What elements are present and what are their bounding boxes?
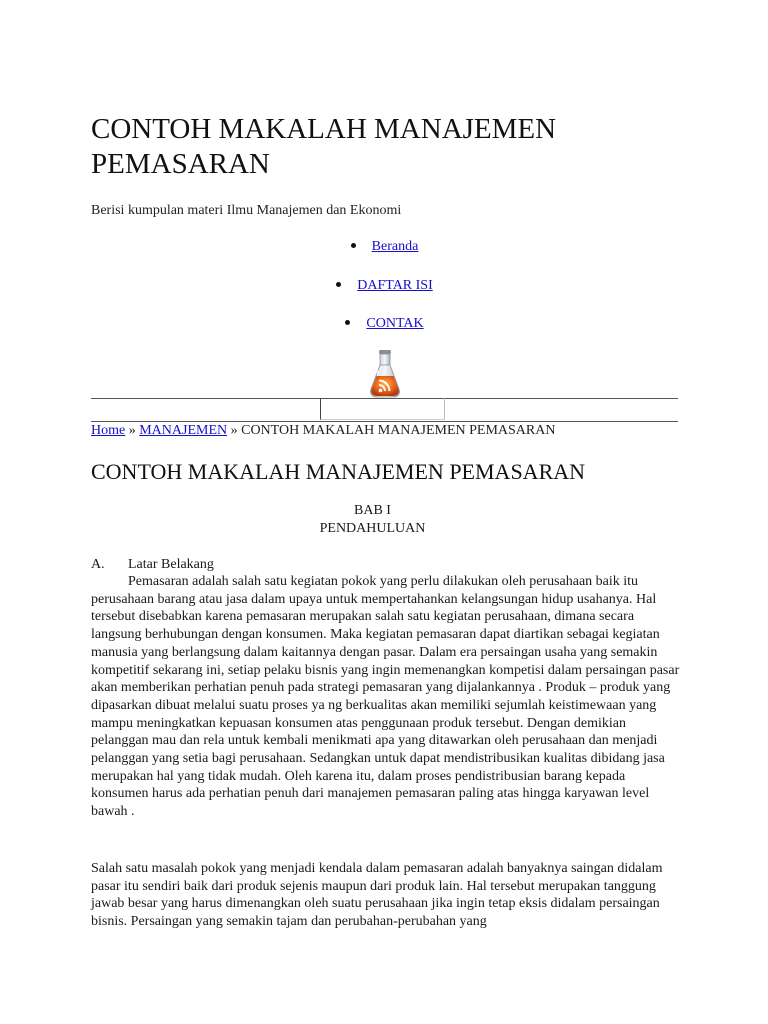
- breadcrumb-category-link[interactable]: MANAJEMEN: [139, 423, 228, 438]
- bullet-icon: [345, 320, 350, 325]
- section-heading: [91, 556, 214, 574]
- nav-menu: [91, 236, 678, 352]
- bullet-icon: [351, 243, 356, 248]
- body-paragraph: Salah satu masalah pokok yang menjadi kendala dalam pemasaran adalah banyaknya saingan didalam pasar itu sendiri baik dari produk sejenis maupun dari produk lain. Hal tersebut merupakan tanggung jawab besar yang harus dimenangkan oleh suatu perusahaan jika ingin tetap eksis didalam persaingan bisnis. Persaingan yang semakin tajam dan perubahan-perubahan yang: [91, 861, 663, 930]
- rss-flask-icon[interactable]: [368, 349, 402, 399]
- nav-item-beranda: [91, 236, 678, 275]
- site-tagline: Berisi kumpulan materi Ilmu Manajemen dan Ekonomi: [91, 203, 402, 218]
- nav-item-contak: [91, 313, 678, 352]
- nav-link-contak[interactable]: CONTAK: [366, 316, 424, 331]
- bullet-icon: [336, 282, 341, 287]
- body-paragraph: Pemasaran adalah salah satu kegiatan pokok yang perlu dilakukan oleh perusahaan baik itu perusahaan barang atau jasa dalam upaya untuk mempertahankan kelangsungan hidup usahanya. Hal tersebut disebabkan karena pemasaran merupakan salah satu kegiatan perusahaan, dimana secara langsung berhubungan dengan konsumen. Maka kegiatan pemasaran dapat diartikan sebagai kegiatan manusia yang berlangsung dalam kaitannya dengan pasar. Dalam era persaingan usaha yang semakin kompetitif sekarang ini, setiap pelaku bisnis yang ingin memenangkan kompetisi dalam persaingan pasar akan memberikan perhatian penuh pada strategi pemasaran yang dijalankannya . Produk – produk yang dipasarkan dibuat melalui suatu proses ya ng berkualitas akan memiliki sejumlah keistimewaan yang mampu meningkatkan kepuasan konsumen atas penggunaan produk tersebut. Dengan demikian pelanggan mau dan rela untuk kembali menikmati apa yang ditawarkan oleh perusahaan dan menjadi pelanggan yang setia bagi perusahaan. Sedangkan untuk dapat mendistribusikan kualitas dibidang jasa merupakan hal yang tidak mudah. Oleh karena itu, dalam proses pendistribusian barang kepada konsumen harus ada perhatian penuh dari manajemen pemasaran paling atas hingga karyawan level bawah .: [91, 574, 680, 820]
- nav-item-daftar-isi: [91, 275, 678, 314]
- breadcrumb-home-link[interactable]: Home: [91, 423, 126, 438]
- chapter-heading: [91, 502, 654, 538]
- section-title: Latar Belakang: [128, 557, 214, 572]
- nav-link-beranda[interactable]: Beranda: [371, 239, 419, 254]
- chapter-number: BAB I: [354, 503, 391, 518]
- site-title: CONTOH MAKALAH MANAJEMEN PEMASARAN: [91, 113, 557, 180]
- chapter-title: PENDAHULUAN: [319, 521, 426, 536]
- section-number: A.: [91, 557, 105, 572]
- breadcrumb-separator: »: [230, 423, 238, 438]
- post-title: CONTOH MAKALAH MANAJEMEN PEMASARAN: [91, 459, 586, 484]
- breadcrumb-separator: »: [128, 423, 136, 438]
- breadcrumb: [91, 422, 555, 440]
- nav-link-daftar-isi[interactable]: DAFTAR ISI: [357, 277, 433, 293]
- breadcrumb-current: CONTOH MAKALAH MANAJEMEN PEMASARAN: [241, 423, 556, 438]
- search-box[interactable]: [320, 398, 445, 420]
